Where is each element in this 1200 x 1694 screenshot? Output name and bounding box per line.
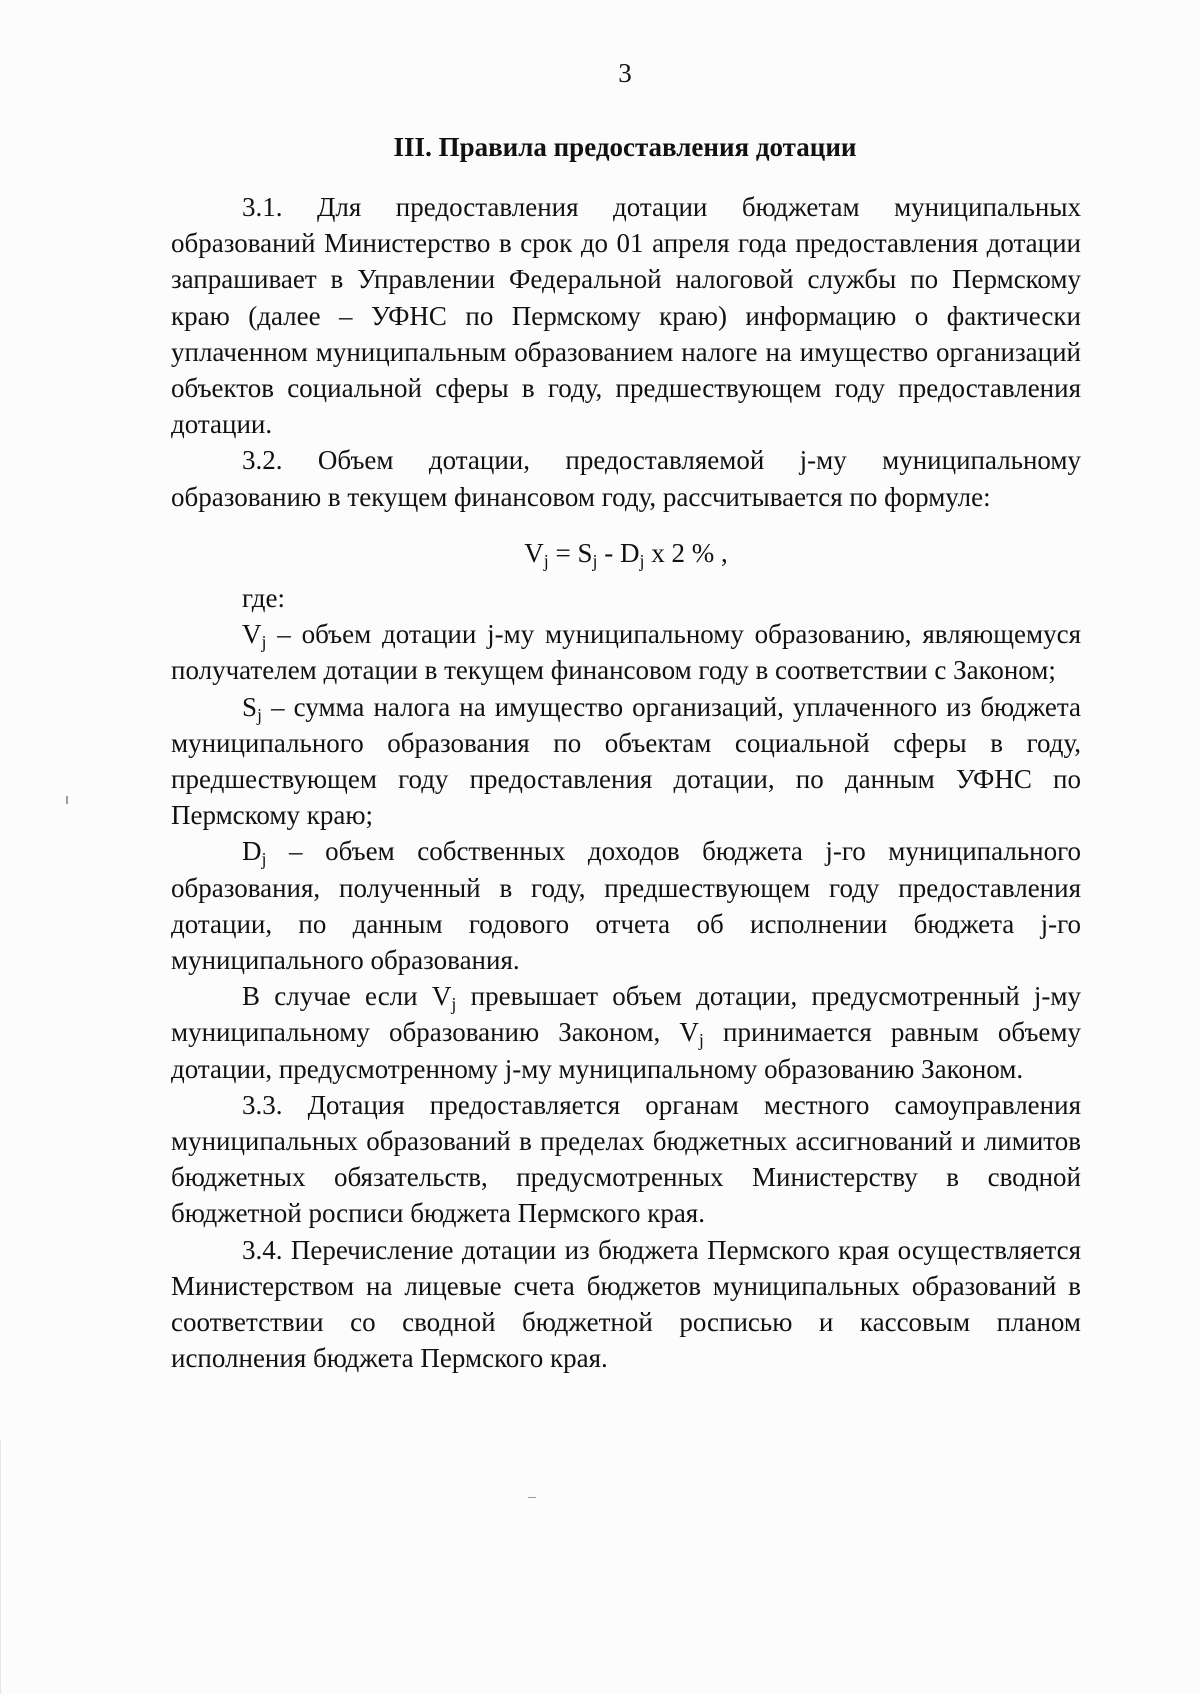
paragraph-case	[171, 978, 1081, 1087]
formula-s: S	[577, 537, 593, 568]
case-subscript-2: j	[698, 1030, 704, 1051]
case-text-1: В случае если V	[242, 981, 452, 1012]
formula-v: V	[524, 537, 544, 568]
scan-mark-left	[66, 796, 68, 804]
definition-s-subscript: j	[257, 704, 263, 725]
definition-v	[171, 616, 1081, 688]
definition-v-text: – объем дотации j-му муниципальному образованию, являющемуся получателем дотации в текущем финансовом году в соответствии с Законом;	[171, 619, 1081, 686]
definition-v-symbol: V	[242, 619, 262, 650]
formula	[171, 515, 1081, 580]
formula-d: D	[620, 537, 640, 568]
paragraph-3-2: 3.2. Объем дотации, предоставляемой j-му муниципальному образованию в текущем финансовом году, рассчитывается по формуле:	[171, 445, 1081, 512]
case-subscript-1: j	[451, 994, 457, 1015]
formula-equals: =	[548, 537, 578, 568]
scan-edge-left	[0, 1440, 1, 1694]
definition-s	[171, 689, 1081, 834]
definition-d-text: – объем собственных доходов бюджета j-го муниципального образования, полученный в году, предшествующем году предоставления дотации, по данным годового отчета об исполнении бюджета j-го муниципального образования.	[171, 836, 1081, 976]
definition-s-text: – сумма налога на имущество организаций, уплаченного из бюджета муниципального образования по объектам социальной сферы в году, предшествующем году предоставления дотации, по данным УФНС по Пермскому краю;	[171, 691, 1081, 831]
paragraph-3-4: 3.4. Перечисление дотации из бюджета Пермского края осуществляется Министерством на лицевые счета бюджетов муниципальных образований в соответствии со сводной бюджетной росписью и кассовым планом исполнения бюджета Пермского края.	[171, 1234, 1081, 1374]
scan-mark-bottom	[528, 1497, 536, 1498]
formula-v-subscript: j	[543, 550, 549, 571]
formula-minus: -	[597, 537, 621, 568]
page-number: 3	[618, 58, 632, 88]
definition-d-symbol: D	[242, 836, 262, 867]
document-body	[171, 189, 1081, 1377]
section-heading: III. Правила предоставления дотации	[393, 132, 857, 162]
definition-v-subscript: j	[261, 632, 267, 653]
where-label: где:	[242, 583, 285, 614]
paragraph-3-3: 3.3. Дотация предоставляется органам местного самоуправления муниципальных образований в пределах бюджетных ассигнований и лимитов бюджетных обязательств, предусмотренных Министерству в сводной бюджетной росписи бюджета Пермского края.	[171, 1089, 1081, 1229]
formula-d-subscript: j	[639, 550, 645, 571]
definition-d	[171, 833, 1081, 978]
case-text-2: превышает объем дотации, предусмотренный j-му муниципальному образованию Законом, V	[171, 981, 1081, 1048]
formula-s-subscript: j	[592, 550, 598, 571]
formula-tail: x 2 % ,	[644, 537, 728, 568]
definition-s-symbol: S	[242, 691, 258, 722]
case-text-3: принимается равным объему дотации, предусмотренному j-му муниципальному образованию Законом.	[171, 1017, 1081, 1084]
paragraph-3-1: 3.1. Для предоставления дотации бюджетам муниципальных образований Министерство в срок до 01 апреля года предоставления дотации запрашивает в Управлении Федеральной налоговой службы по Пермскому краю (далее – УФНС по Пермскому краю) информацию о фактически уплаченном муниципальным образованием налоге на имущество организаций объектов социальной сферы в году, предшествующем году предоставления дотации.	[171, 192, 1081, 440]
definition-d-subscript: j	[261, 849, 267, 870]
